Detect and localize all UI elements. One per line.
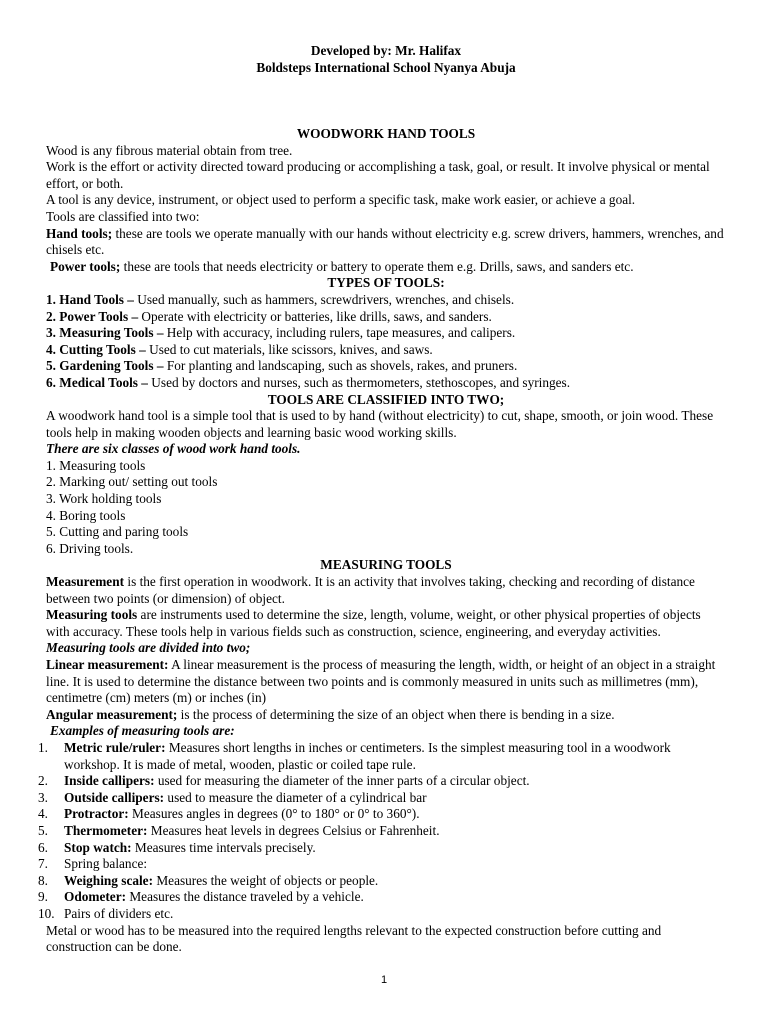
- list-item: 1. Hand Tools – Used manually, such as hammers, screwdrivers, wrenches, and chisels.: [46, 291, 515, 307]
- power-tools-desc: these are tools that needs electricity or battery to operate them e.g. Drills, saws, and sanders etc.: [120, 258, 634, 274]
- list-item: 4. Cutting Tools – Used to cut materials, like scissors, knives, and saws.: [46, 341, 433, 357]
- examples-list: [38, 739, 726, 923]
- work-definition: Work is the effort or activity directed toward producing or accomplishing a task, goal, or result. It involve physical or mental effort, or both.: [46, 159, 710, 191]
- hand-tool-paragraph: A woodwork hand tool is a simple tool that is used to by hand (without electricity) to cut, shape, smooth, or join wood. These tools help in making wooden objects and learning basic wood working skills.: [46, 408, 714, 440]
- classified-line: Tools are classified into two:: [46, 208, 200, 224]
- closing-paragraph: Metal or wood has to be measured into the required lengths relevant to the expected construction before cutting and construction can be done.: [46, 922, 662, 955]
- school-line: Boldsteps International School Nyanya Abuja: [256, 60, 516, 75]
- list-item: 5. Cutting and paring tools: [46, 524, 189, 540]
- wood-definition: Wood is any fibrous material obtain from tree.: [46, 142, 293, 158]
- list-item: 5. Thermometer: Measures heat levels in degrees Celsius or Fahrenheit.: [38, 822, 440, 838]
- list-item: 8. Weighing scale: Measures the weight of objects or people.: [38, 872, 379, 888]
- list-item: 6. Driving tools.: [46, 540, 134, 556]
- list-item: 6. Medical Tools – Used by doctors and nurses, such as thermometers, stethoscopes, and syringes.: [46, 374, 571, 390]
- list-item: 2. Inside callipers: used for measuring the diameter of the inner parts of a circular object.: [38, 773, 530, 789]
- tool-definition: A tool is any device, instrument, or object used to perform a specific task, make work easier, or achieve a goal.: [46, 192, 636, 208]
- list-item: 6. Stop watch: Measures time intervals precisely.: [38, 839, 316, 855]
- divided-heading: Measuring tools are divided into two;: [46, 640, 251, 656]
- developer-line: Developed by: Mr. Halifax: [310, 43, 462, 58]
- list-item: 9. Odometer: Measures the distance traveled by a vehicle.: [38, 889, 364, 905]
- doc-title: WOODWORK HAND TOOLS: [296, 126, 476, 141]
- list-item: 2. Marking out/ setting out tools: [46, 474, 218, 490]
- types-heading: TYPES OF TOOLS:: [327, 275, 445, 291]
- list-item: 1. Measuring tools: [46, 457, 146, 473]
- list-item: 1. Metric rule/ruler: Measures short lengths in inches or centimeters. Is the simplest measuring tool in a woodwork workshop. It is made of metal, wooden, plastic or coiled tape rule.: [38, 739, 671, 772]
- linear-measurement: Linear measurement: A linear measurement is the process of measuring the length, width, or height of an object in a straight line. It is used to determine the distance between two points and is commonly measured in units such as millimetres (mm), centimetre (cm) meters (m) or inches (in): [46, 657, 716, 706]
- measuring-tools-definition: Measuring tools are instruments used to determine the size, length, volume, weight, or other physical properties of objects with accuracy. These tools help in various fields such as construction, science, engineering, and everyday activities.: [46, 607, 701, 639]
- measuring-heading: MEASURING TOOLS: [320, 557, 452, 573]
- list-item: 4. Protractor: Measures angles in degrees (0° to 180° or 0° to 360°).: [38, 806, 420, 822]
- power-tools-term: Power tools;: [50, 258, 121, 274]
- classes-list: [46, 458, 726, 558]
- list-item: 3. Measuring Tools – Help with accuracy, including rulers, tape measures, and calipers.: [46, 325, 516, 341]
- list-item: 3. Work holding tools: [46, 491, 162, 507]
- list-item: 3. Outside callipers: used to measure the diameter of a cylindrical bar: [38, 789, 427, 805]
- classified-two-heading: TOOLS ARE CLASSIFIED INTO TWO;: [267, 391, 505, 407]
- document-page: [38, 42, 726, 956]
- measurement-definition: Measurement is the first operation in woodwork. It is an activity that involves taking, checking and recording of distance between two points (or dimension) of object.: [46, 574, 695, 606]
- hand-tools-desc: these are tools we operate manually with our hands without electricity e.g. screw drivers, hammers, wrenches, and chisels etc.: [46, 225, 724, 258]
- list-item: 7. Spring balance:: [38, 856, 148, 872]
- examples-heading: Examples of measuring tools are:: [50, 723, 235, 739]
- page-number: 1: [380, 974, 388, 986]
- list-item: 4. Boring tools: [46, 507, 126, 523]
- angular-measurement: Angular measurement; is the process of determining the size of an object when there is bending in a size.: [46, 706, 615, 722]
- hand-tools-term: Hand tools;: [46, 225, 113, 241]
- list-item: 2. Power Tools – Operate with electricity or batteries, like drills, saws, and sanders.: [46, 308, 492, 324]
- classes-heading: There are six classes of wood work hand tools.: [46, 441, 301, 457]
- types-list: [46, 292, 726, 392]
- list-item: 10. Pairs of dividers etc.: [38, 905, 174, 921]
- power-tools-definition: [46, 259, 726, 276]
- hand-tools-definition: [46, 226, 726, 259]
- list-item: 5. Gardening Tools – For planting and landscaping, such as shovels, rakes, and pruners.: [46, 358, 518, 374]
